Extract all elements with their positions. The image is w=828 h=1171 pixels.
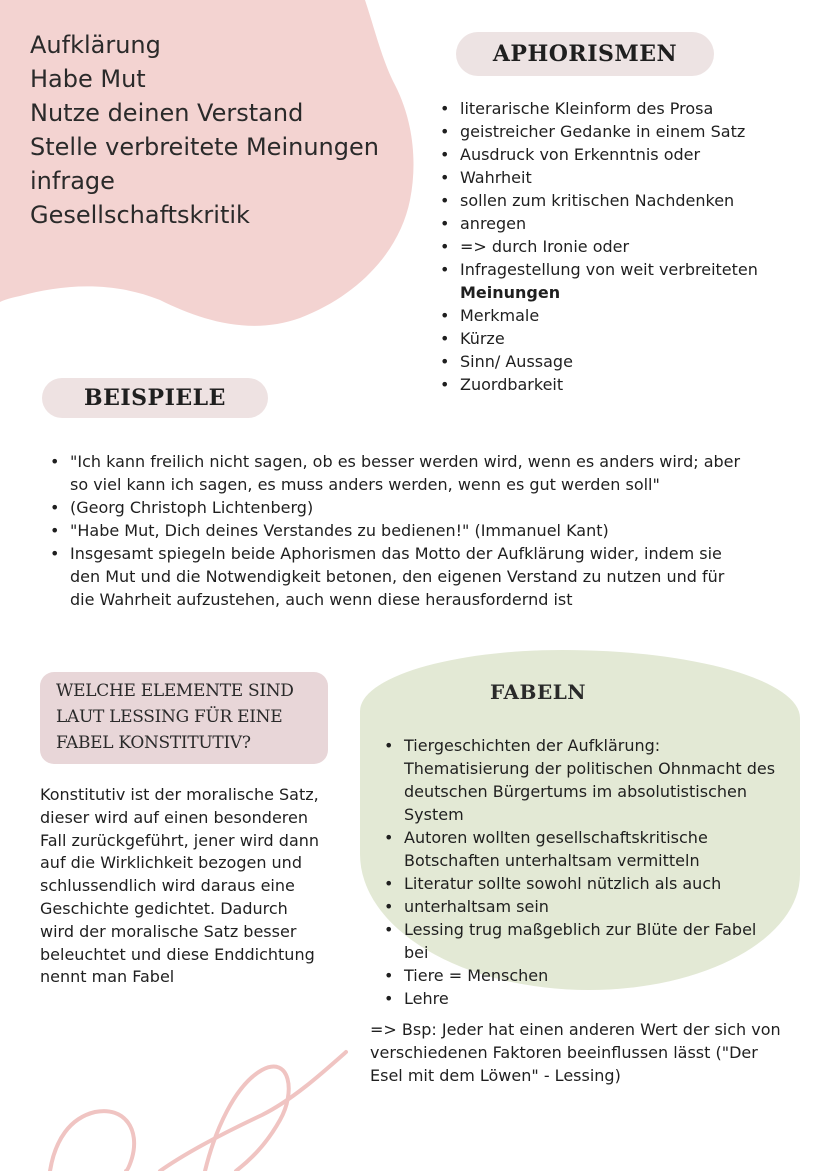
list-item: • Literatur sollte sowohl nützlich als auch	[384, 872, 784, 895]
intro-line: Habe Mut	[30, 65, 146, 93]
intro-line: Gesellschaftskritik	[30, 201, 250, 229]
aphorismen-heading: APHORISMEN	[456, 32, 714, 76]
list-item: • Wahrheit	[440, 166, 800, 189]
intro-line: Aufklärung	[30, 31, 161, 59]
bold-text: Meinungen	[460, 283, 561, 302]
list-item: • "Habe Mut, Dich deines Verstandes zu bedienen!" (Immanuel Kant)	[50, 519, 750, 542]
list-item: • sollen zum kritischen Nachdenken	[440, 189, 800, 212]
list-item: • geistreicher Gedanke in einem Satz	[440, 120, 800, 143]
lessing-answer: Konstitutiv ist der moralische Satz, dieser wird auf einen besonderen Fall zurückgeführt, jener wird dann auf die Wirklichkeit bezogen und schlussendlich wird daraus eine Geschichte gedichtet. Dadurch wird der moralische Satz besser beleuchtet und diese Enddichtung nennt man Fabel	[40, 785, 320, 987]
swirl-line	[50, 1111, 134, 1171]
list-item: • Merkmale	[440, 304, 800, 327]
list-item: • Tiergeschichten der Aufklärung: Thematisierung der politischen Ohnmacht des deutschen Bürgertums im absolutistischen System	[384, 734, 784, 826]
list-item: • => durch Ironie oder	[440, 235, 800, 258]
list-item: • Infragestellung von weit verbreiteten	[440, 258, 800, 281]
question-line: FABEL KONSTITUTIV?	[56, 733, 251, 753]
list-item: • Kürze	[440, 327, 800, 350]
list-item: • Ausdruck von Erkenntnis oder	[440, 143, 800, 166]
list-item: • Autoren wollten gesellschaftskritische Botschaften unterhaltsam vermitteln	[384, 826, 784, 872]
list-item: • unterhaltsam sein	[384, 895, 784, 918]
intro-line: Nutze deinen Verstand	[30, 99, 304, 127]
swirl-line	[205, 1067, 289, 1171]
list-item: • Lehre	[384, 987, 784, 1010]
list-item: • Lessing trug maßgeblich zur Blüte der Fabel bei	[384, 918, 784, 964]
intro-line: Stelle verbreitete Meinungen	[30, 133, 379, 161]
question-line: WELCHE ELEMENTE SIND	[56, 681, 294, 701]
list-item: • Sinn/ Aussage	[440, 350, 800, 373]
fabeln-heading: FABELN	[490, 680, 587, 704]
list-item: • Zuordbarkeit	[440, 373, 800, 396]
list-item: • Insgesamt spiegeln beide Aphorismen das Motto der Aufklärung wider, indem sie den Mut und die Notwendigkeit betonen, den eigenen Verstand zu nutzen und für die Wahrheit aufzustehen, auch wenn diese herausfordernd ist	[50, 542, 750, 611]
beispiele-heading: BEISPIELE	[42, 378, 268, 418]
question-line: LAUT LESSING FÜR EINE	[56, 707, 283, 727]
intro-line: infrage	[30, 167, 115, 195]
fabeln-example: => Bsp: Jeder hat einen anderen Wert der sich von verschiedenen Faktoren beeinflussen lässt ("Der Esel mit dem Löwen" - Lessing)	[370, 1020, 781, 1085]
list-item: • (Georg Christoph Lichtenberg)	[50, 496, 750, 519]
list-item: • "Ich kann freilich nicht sagen, ob es besser werden wird, wenn es anders wird; aber so viel kann ich sagen, es muss anders werden, wenn es gut werden soll"	[50, 450, 750, 496]
list-item: • literarische Kleinform des Prosa	[440, 97, 800, 120]
list-item: • Tiere = Menschen	[384, 964, 784, 987]
list-item: • anregen	[440, 212, 800, 235]
